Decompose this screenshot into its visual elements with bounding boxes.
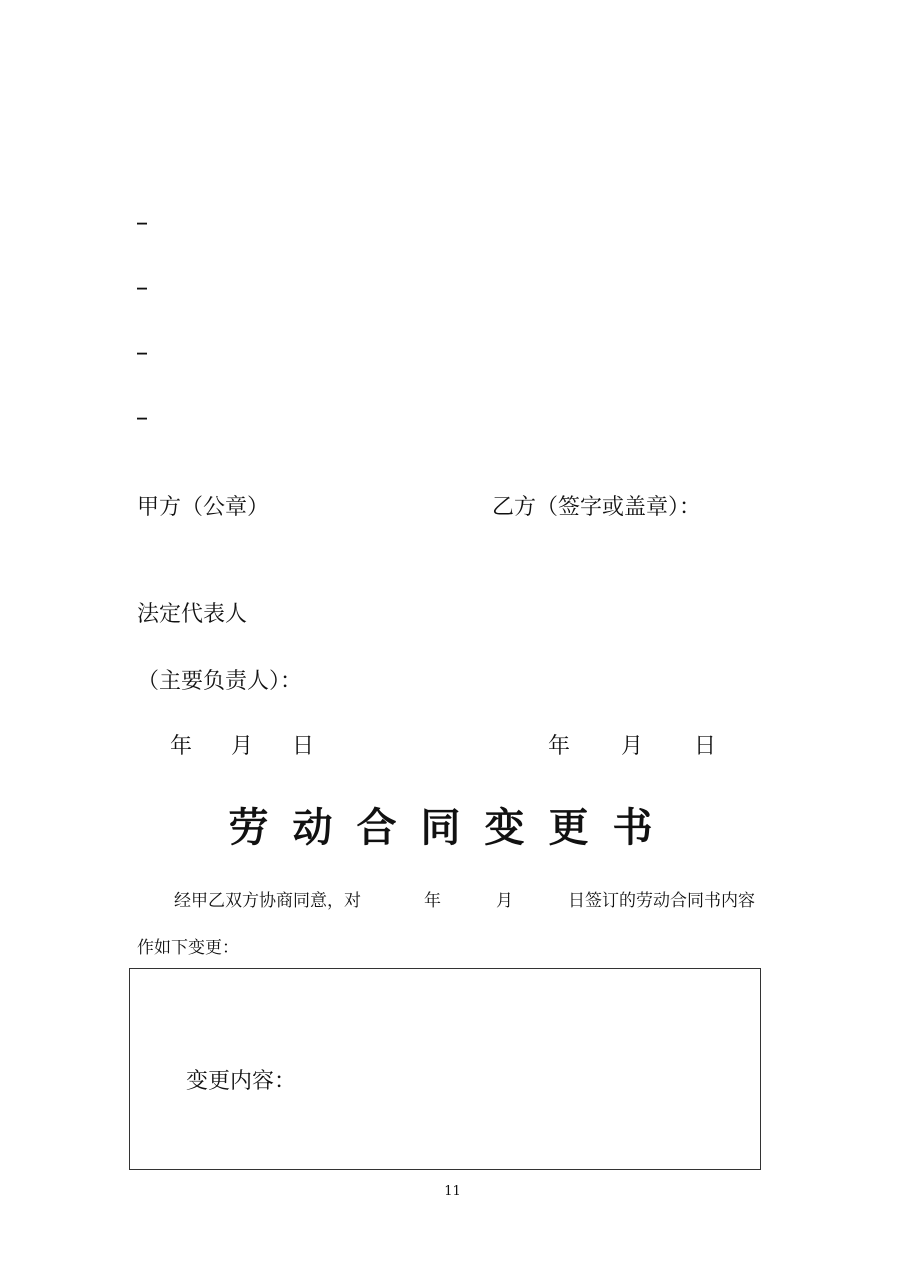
intro-month: 月 (496, 891, 513, 911)
date-b-month: 月 (621, 734, 644, 759)
date-a-year: 年 (170, 734, 193, 759)
date-b-day: 日 (694, 734, 717, 759)
party-b-label: 乙方（签字或盖章）： (492, 495, 702, 520)
intro-text-1: 经甲乙双方协商同意，对 (174, 891, 361, 911)
blank-line-4: _ (137, 396, 147, 420)
intro-year: 年 (424, 891, 441, 911)
blank-line-3: _ (137, 331, 147, 355)
blank-line-2: _ (137, 266, 147, 290)
date-a-month: 月 (231, 734, 254, 759)
date-b-year: 年 (548, 734, 571, 759)
intro-text-2: 日签订的劳动合同书内容 (568, 891, 755, 911)
blank-line-1: _ (137, 201, 147, 225)
intro-text-3: 作如下变更： (137, 938, 239, 958)
party-a-label: 甲方（公章） (137, 495, 270, 520)
page-title: 劳动合同变更书 (228, 804, 677, 851)
change-content-label: 变更内容： (186, 1069, 297, 1094)
legal-rep-label: 法定代表人 (137, 602, 248, 627)
change-content-box (129, 968, 761, 1170)
date-a-day: 日 (292, 734, 315, 759)
page-number: 11 (444, 1184, 461, 1199)
principal-label: （主要负责人）： (137, 669, 303, 694)
